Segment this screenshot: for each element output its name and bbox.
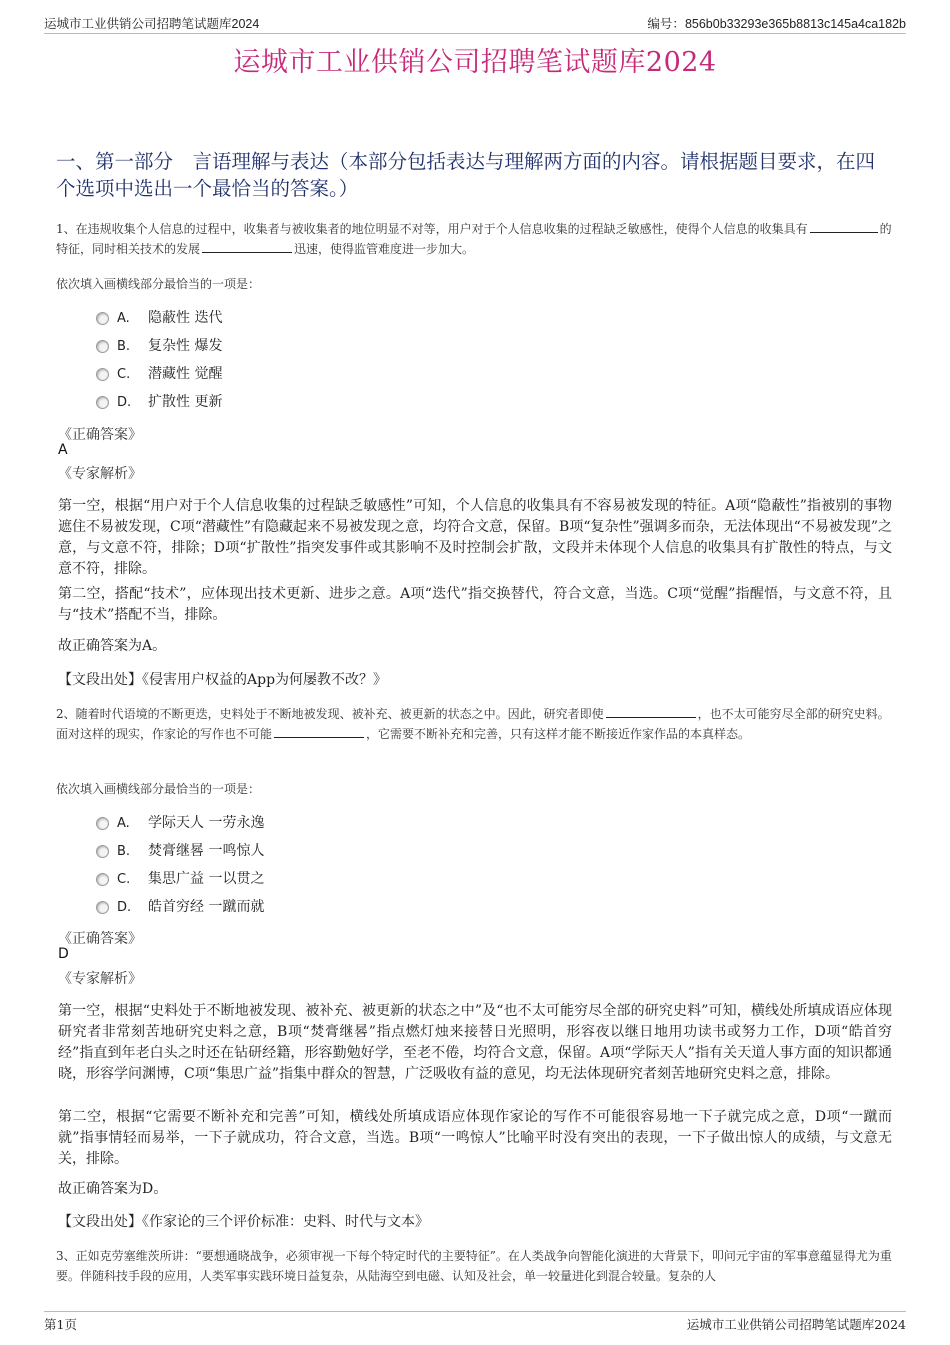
q2-analysis-paragraph: 第二空，根据“它需要不断补充和完善”可知，横线处所填成语应体现作家论的写作不可能很容易地一下子就完成之意，D项“一蹴而就”指事情轻而易举，一下子就成功，符合文意，当选。B项“一鸣惊人”比喻平时没有突出的表现，一下子做出惊人的成绩，与文意无关，排除。 <box>58 1109 892 1167</box>
radio-icon[interactable] <box>96 901 109 914</box>
radio-icon[interactable] <box>96 340 109 353</box>
radio-icon[interactable] <box>96 368 109 381</box>
q1-prompt: 依次填入画横线部分最恰当的一项是： <box>56 277 261 291</box>
answer-blank <box>606 705 696 718</box>
q1-analysis-paragraph: 第二空，搭配“技术”，应体现出技术更新、进步之意。A项“迭代”指交换替代，符合文意，当选。C项“觉醒”指醒悟，与文意不符，且与“技术”搭配不当，排除。 <box>58 586 892 623</box>
radio-icon[interactable] <box>96 873 109 886</box>
q1-option-d[interactable]: D. 扩散性 更新 <box>96 392 222 412</box>
q2-stem-part: 2、随着时代语境的不断更迭，史料处于不断地被发现、被补充、被更新的状态之中。因此，研究者即使 <box>56 707 604 721</box>
question-3-stem: 3、正如克劳塞维茨所讲：“要想通晓战争，必须审视一下每个特定时代的主要特征”。在人类战争向智能化演进的大背景下，叩问元宇宙的军事意蕴显得尤为重要。伴随科技手段的应用，人类军事实践环境日益复杂，从陆海空到电磁、认知及社会，单一较量进化到混合较量。复杂的人 <box>56 1249 892 1283</box>
answer-blank <box>810 220 878 233</box>
q2-stem-part: ，也不太可能穷尽全部的研究史料。面对这样的现实，作家论的写作也不可能 <box>56 707 890 741</box>
q2-answer-label: 《正确答案》 <box>58 931 142 947</box>
q2-stem-part: ，它需要不断补充和完善，只有这样才能不断接近作家作品的本真样态。 <box>366 727 751 741</box>
q1-answer-label: 《正确答案》 <box>58 427 142 443</box>
header-code-value: 856b0b33293e365b8813c145a4ca182b <box>684 17 906 31</box>
q2-prompt: 依次填入画横线部分最恰当的一项是： <box>56 782 261 796</box>
radio-icon[interactable] <box>96 312 109 325</box>
q2-analysis-paragraph: 第一空，根据“史料处于不断地被发现、被补充、被更新的状态之中”及“也不太可能穷尽全部的研究史料”可知，横线处所填成语应体现研究者非常刻苦地研究史料之意，B项“焚膏继晷”指点燃灯烛来接替日光照明，形容夜以继日地用功读书或努力工作，D项“皓首穷经”指直到年老白头之时还在钻研经籍，形容勤勉好学，至老不倦，均符合文意，保留。A项“学际天人”指有关天道人事方面的知识都通晓，形容学问渊博，C项“集思广益”指集中群众的智慧，广泛吸收有益的意见，均无法体现研究者刻苦地研究史料之意，排除。 <box>58 1003 892 1082</box>
question-2-stem <box>56 704 894 744</box>
q2-option-b[interactable]: B. 焚膏继晷 一鸣惊人 <box>96 841 264 861</box>
footer-doc-title: 运城市工业供销公司招聘笔试题库2024 <box>686 1317 906 1332</box>
q2-option-a[interactable]: A. 学际天人 一劳永逸 <box>96 813 264 833</box>
answer-blank <box>202 240 292 253</box>
q1-conclusion: 故正确答案为A。 <box>58 638 167 654</box>
q1-source: 【文段出处】《侵害用户权益的App为何屡教不改？》 <box>58 672 388 688</box>
question-1-stem <box>56 219 894 259</box>
q1-analysis-label: 《专家解析》 <box>58 466 142 482</box>
q1-stem-part: 迅速，使得监管难度进一步加大。 <box>294 242 475 256</box>
radio-icon[interactable] <box>96 396 109 409</box>
footer-divider <box>44 1311 906 1312</box>
page-title: 运城市工业供销公司招聘笔试题库2024 <box>233 47 717 78</box>
q1-option-c[interactable]: C. 潜藏性 觉醒 <box>96 364 222 384</box>
q2-option-d[interactable]: D. 皓首穷经 一蹴而就 <box>96 897 264 917</box>
q1-stem-part: 的特征，同时相关技术的发展 <box>56 222 892 256</box>
section-heading: 一、第一部分 言语理解与表达（本部分包括表达与理解两方面的内容。请根据题目要求，在四个选项中选出一个最恰当的答案。） <box>56 150 876 200</box>
q1-option-a[interactable]: A. 隐蔽性 迭代 <box>96 308 222 328</box>
q2-option-c[interactable]: C. 集思广益 一以贯之 <box>96 869 264 889</box>
q2-analysis-label: 《专家解析》 <box>58 971 142 987</box>
answer-blank <box>274 725 364 738</box>
q2-answer: D <box>58 946 69 962</box>
page-header <box>44 14 906 32</box>
page-number: 第1页 <box>44 1317 77 1332</box>
q1-option-b[interactable]: B. 复杂性 爆发 <box>96 336 222 356</box>
header-code-label: 编号： <box>647 16 685 31</box>
header-doc-title: 运城市工业供销公司招聘笔试题库2024 <box>44 17 260 31</box>
header-doc-code <box>647 14 906 32</box>
q2-conclusion: 故正确答案为D。 <box>58 1181 168 1197</box>
q1-analysis-paragraph: 第一空，根据“用户对于个人信息收集的过程缺乏敏感性”可知，个人信息的收集具有不容易被发现的特征。A项“隐蔽性”指被别的事物遮住不易被发现，C项“潜藏性”有隐藏起来不易被发现之意，均符合文意，保留。B项“复杂性”强调多而杂，无法体现出“不易被发现”之意，与文意不符，排除；D项“扩散性”指突发事件或其影响不及时控制会扩散，文段并未体现个人信息的收集具有扩散性的特点，与文意不符，排除。 <box>58 498 892 577</box>
radio-icon[interactable] <box>96 845 109 858</box>
radio-icon[interactable] <box>96 817 109 830</box>
q1-stem-part: 1、在违规收集个人信息的过程中，收集者与被收集者的地位明显不对等，用户对于个人信息收集的过程缺乏敏感性，使得个人信息的收集具有 <box>56 222 808 236</box>
q1-answer: A <box>58 442 68 458</box>
header-divider <box>44 33 906 34</box>
q2-source: 【文段出处】《作家论的三个评价标准：史料、时代与文本》 <box>58 1214 429 1230</box>
